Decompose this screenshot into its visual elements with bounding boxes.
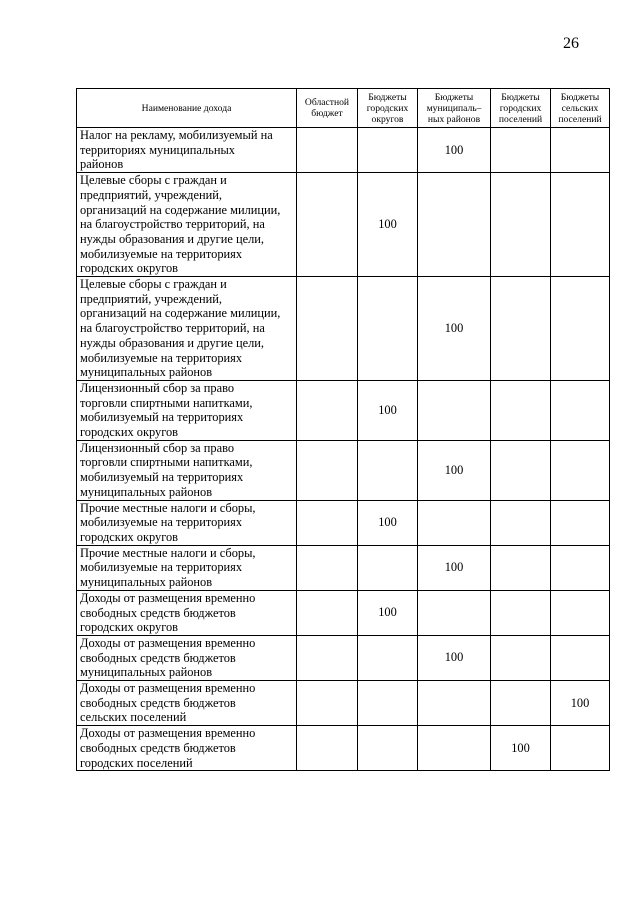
income-name-cell: Прочие местные налоги и сборы, мобилизуемые на территориях городских округов	[77, 500, 297, 545]
percent-cell: 100	[358, 590, 418, 635]
income-name-cell: Прочие местные налоги и сборы, мобилизуемые на территориях муниципальных районов	[77, 545, 297, 590]
percent-cell	[418, 173, 491, 277]
table-row	[77, 635, 610, 680]
percent-cell	[297, 635, 358, 680]
percent-cell	[358, 440, 418, 500]
percent-cell: 100	[418, 128, 491, 173]
income-name-cell: Доходы от размещения временно свободных средств бюджетов сельских поселений	[77, 681, 297, 726]
table-row	[77, 440, 610, 500]
table-row	[77, 590, 610, 635]
percent-cell	[551, 500, 610, 545]
page-number: 26	[563, 35, 579, 52]
percent-cell	[551, 590, 610, 635]
table-row	[77, 277, 610, 381]
percent-cell	[551, 545, 610, 590]
percent-cell	[551, 380, 610, 440]
table-row	[77, 681, 610, 726]
income-name-cell: Лицензионный сбор за право торговли спиртными напитками, мобилизуемый на территориях муниципальных районов	[77, 440, 297, 500]
percent-cell	[358, 726, 418, 771]
percent-cell	[358, 128, 418, 173]
percent-cell	[418, 380, 491, 440]
percent-cell	[297, 380, 358, 440]
percent-cell	[297, 590, 358, 635]
percent-cell	[297, 681, 358, 726]
percent-cell: 100	[418, 635, 491, 680]
income-name-cell: Целевые сборы с граждан и предприятий, учреждений, организаций на содержание милиции, на благоустройство территорий, на нужды образования и другие цели, мобилизуемые на территориях муниципальных районов	[77, 277, 297, 381]
header-city-districts-budget: Бюджеты городских округов	[358, 89, 418, 128]
percent-cell	[491, 440, 551, 500]
percent-cell	[297, 440, 358, 500]
percent-cell: 100	[418, 440, 491, 500]
percent-cell	[551, 277, 610, 381]
percent-cell: 100	[358, 500, 418, 545]
percent-cell	[358, 635, 418, 680]
header-rural-settlements-budget: Бюджеты сельских поселений	[551, 89, 610, 128]
income-name-cell: Доходы от размещения временно свободных средств бюджетов городских поселений	[77, 726, 297, 771]
percent-cell	[297, 726, 358, 771]
percent-cell: 100	[551, 681, 610, 726]
percent-cell	[297, 277, 358, 381]
percent-cell	[418, 681, 491, 726]
header-municipal-districts-budget: Бюджеты муниципаль– ных районов	[418, 89, 491, 128]
percent-cell	[491, 500, 551, 545]
percent-cell: 100	[358, 380, 418, 440]
percent-cell	[418, 500, 491, 545]
percent-cell	[491, 635, 551, 680]
percent-cell: 100	[491, 726, 551, 771]
percent-cell	[358, 277, 418, 381]
table-row	[77, 173, 610, 277]
percent-cell	[491, 277, 551, 381]
table-row	[77, 128, 610, 173]
header-urban-settlements-budget: Бюджеты городских поселений	[491, 89, 551, 128]
income-name-cell: Целевые сборы с граждан и предприятий, учреждений, организаций на содержание милиции, на благоустройство территорий, на нужды образования и другие цели, мобилизуемые на территориях городских округов	[77, 173, 297, 277]
percent-cell	[551, 440, 610, 500]
table-header	[77, 89, 610, 128]
percent-cell	[551, 726, 610, 771]
percent-cell	[491, 173, 551, 277]
income-distribution-table	[76, 88, 610, 771]
percent-cell	[297, 173, 358, 277]
income-name-cell: Лицензионный сбор за право торговли спиртными напитками, мобилизуемый на территориях городских округов	[77, 380, 297, 440]
percent-cell	[491, 590, 551, 635]
percent-cell: 100	[358, 173, 418, 277]
header-regional-budget: Областной бюджет	[297, 89, 358, 128]
percent-cell	[418, 590, 491, 635]
percent-cell	[551, 635, 610, 680]
percent-cell	[418, 726, 491, 771]
percent-cell	[551, 128, 610, 173]
percent-cell: 100	[418, 277, 491, 381]
percent-cell	[491, 128, 551, 173]
income-name-cell: Налог на рекламу, мобилизуемый на территориях муниципальных районов	[77, 128, 297, 173]
table-row	[77, 545, 610, 590]
percent-cell	[297, 128, 358, 173]
income-name-cell: Доходы от размещения временно свободных средств бюджетов муниципальных районов	[77, 635, 297, 680]
percent-cell	[358, 681, 418, 726]
header-income-name: Наименование дохода	[77, 89, 297, 128]
percent-cell	[297, 500, 358, 545]
table-row	[77, 380, 610, 440]
percent-cell	[551, 173, 610, 277]
header-row	[77, 89, 610, 128]
percent-cell: 100	[418, 545, 491, 590]
percent-cell	[491, 681, 551, 726]
percent-cell	[297, 545, 358, 590]
percent-cell	[358, 545, 418, 590]
table-row	[77, 726, 610, 771]
table-row	[77, 500, 610, 545]
percent-cell	[491, 545, 551, 590]
percent-cell	[491, 380, 551, 440]
income-name-cell: Доходы от размещения временно свободных средств бюджетов городских округов	[77, 590, 297, 635]
table-body	[77, 128, 610, 771]
